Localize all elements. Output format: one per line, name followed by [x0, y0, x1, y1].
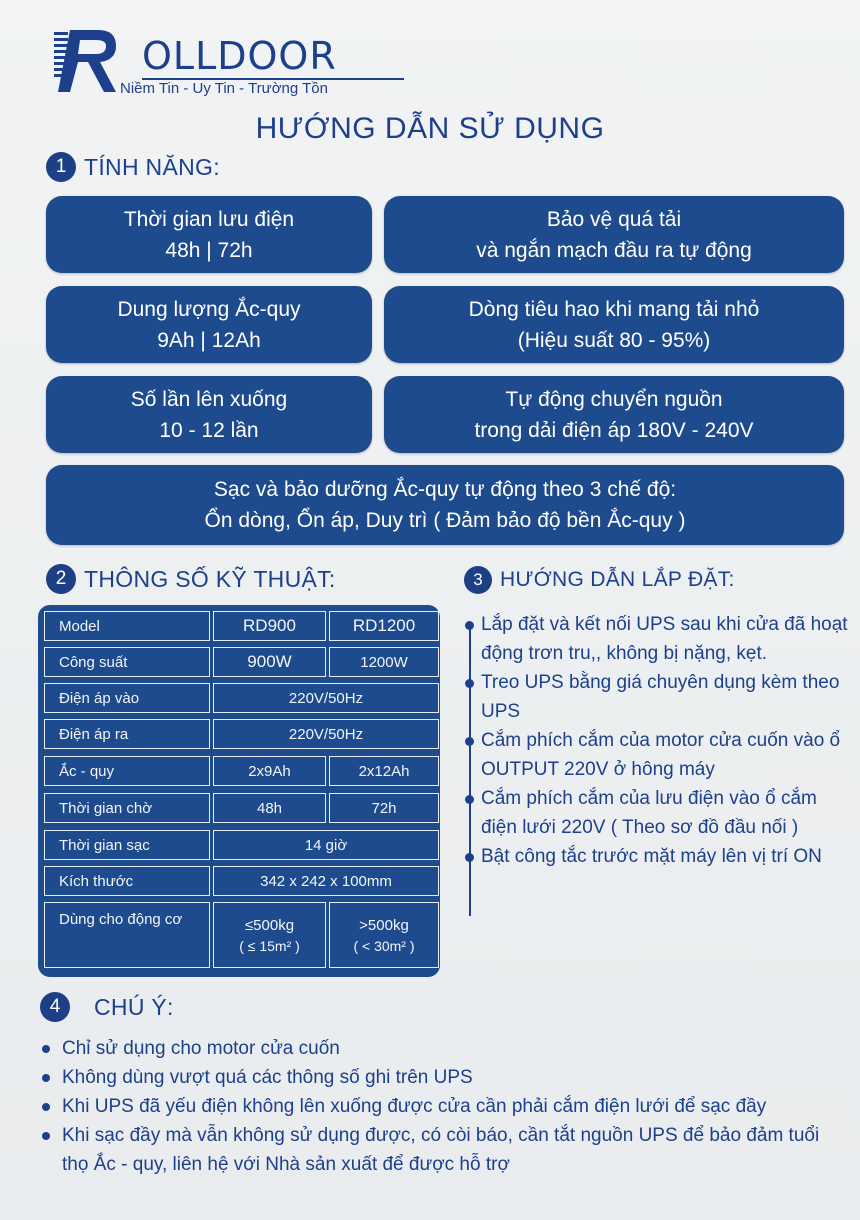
rolldoor-r-logo-icon	[50, 26, 120, 96]
spec-label: Công suất	[44, 647, 210, 677]
list-item-text: Cắm phích cắm của lưu điện vào ổ cắm điện lưới 220V ( Theo sơ đồ đầu nối )	[481, 788, 817, 838]
list-item-text: Lắp đặt và kết nối UPS sau khi cửa đã hoạt động trơn tru,, không bị nặng, kẹt.	[481, 614, 848, 664]
list-item-text: Bật công tắc trước mặt máy lên vị trí ON	[481, 846, 822, 867]
list-item	[463, 668, 848, 726]
brand-logo	[50, 26, 350, 101]
list-item	[40, 1121, 840, 1179]
section-number: 1	[46, 152, 76, 182]
bullet-icon	[42, 1132, 50, 1140]
spec-value: 900W	[213, 647, 326, 677]
spec-value-line: ( < 30m² )	[353, 937, 415, 954]
brand-slogan: Niềm Tin - Uy Tin - Trường Tồn	[120, 80, 328, 97]
feature-box	[384, 286, 844, 363]
list-item	[40, 1092, 840, 1121]
bullet-icon	[465, 679, 474, 688]
bullet-icon	[465, 621, 474, 630]
table-row	[44, 866, 439, 896]
feature-line: 48h | 72h	[165, 238, 253, 262]
spec-value: 14 giờ	[213, 830, 439, 860]
feature-box	[46, 376, 372, 453]
section-title: CHÚ Ý:	[94, 993, 174, 1020]
brand-name: OLLDOOR	[142, 34, 337, 78]
list-item-text: Không dùng vượt quá các thông số ghi trên UPS	[62, 1067, 473, 1088]
feature-box	[384, 376, 844, 453]
feature-line: Dòng tiêu hao khi mang tải nhỏ	[468, 297, 760, 321]
table-row	[44, 611, 439, 641]
spec-label: Ắc - quy	[44, 756, 210, 786]
feature-line: Sạc và bảo dưỡng Ắc-quy tự động theo 3 chế độ:	[213, 478, 677, 501]
feature-line: Số lần lên xuống	[130, 387, 288, 411]
spec-value	[213, 902, 326, 968]
bullet-icon	[42, 1045, 50, 1053]
spec-label: Điện áp ra	[44, 719, 210, 749]
feature-line: Dung lượng Ắc-quy	[117, 297, 301, 321]
spec-value: 342 x 242 x 100mm	[213, 866, 439, 896]
spec-value: 220V/50Hz	[213, 719, 439, 749]
bullet-icon	[465, 853, 474, 862]
notes-heading	[40, 992, 174, 1022]
list-item	[463, 784, 848, 842]
list-item	[40, 1063, 840, 1092]
table-row	[44, 683, 439, 713]
spec-value-line: >500kg	[359, 916, 409, 934]
spec-value: 72h	[329, 793, 439, 823]
spec-value: 48h	[213, 793, 326, 823]
bullet-icon	[42, 1074, 50, 1082]
table-row	[44, 647, 439, 677]
page-title: HƯỚNG DẪN SỬ DỤNG	[255, 112, 605, 145]
table-row	[44, 830, 439, 860]
list-item	[463, 726, 848, 784]
list-item	[40, 1034, 840, 1063]
list-item-text: Chỉ sử dụng cho motor cửa cuốn	[62, 1038, 340, 1059]
feature-line: 10 - 12 lần	[159, 418, 259, 442]
list-item-text: Khi sạc đầy mà vẫn không sử dụng được, có còi báo, cần tắt nguồn UPS để bảo đảm tuổi thọ Ắc - quy, liên hệ với Nhà sản xuất để được hỗ trợ	[62, 1125, 820, 1175]
spec-label: Model	[44, 611, 210, 641]
spec-value: 220V/50Hz	[213, 683, 439, 713]
spec-value: RD900	[213, 611, 326, 641]
spec-value	[329, 902, 439, 968]
section-number: 4	[40, 992, 70, 1022]
feature-line: Ổn dòng, Ổn áp, Duy trì ( Đảm bảo độ bền Ắc-quy )	[204, 509, 686, 532]
features-heading	[46, 152, 220, 182]
list-item	[463, 610, 848, 668]
feature-line: và ngắn mạch đầu ra tự động	[476, 238, 752, 262]
table-row	[44, 756, 439, 786]
feature-box-wide	[46, 465, 844, 545]
feature-box	[384, 196, 844, 273]
list-item-text: Treo UPS bằng giá chuyên dụng kèm theo UPS	[481, 672, 840, 722]
spec-value: RD1200	[329, 611, 439, 641]
spec-value: 1200W	[329, 647, 439, 677]
spec-label: Dùng cho động cơ	[44, 902, 210, 968]
spec-label: Điện áp vào	[44, 683, 210, 713]
install-heading	[464, 566, 735, 594]
bullet-icon	[465, 737, 474, 746]
spec-label: Kích thước	[44, 866, 210, 896]
install-list	[463, 610, 848, 871]
spec-value-line: ≤500kg	[244, 916, 295, 934]
list-item-text: Khi UPS đã yếu điện không lên xuống được cửa cần phải cắm điện lưới để sạc đầy	[62, 1096, 767, 1117]
bullet-icon	[42, 1103, 50, 1111]
table-row	[44, 793, 439, 823]
section-number: 3	[464, 566, 492, 594]
feature-line: Thời gian lưu điện	[123, 207, 295, 231]
feature-line: Tự động chuyển nguồn	[505, 387, 723, 411]
list-item	[463, 842, 848, 871]
list-item-text: Cắm phích cắm của motor cửa cuốn vào ổ OUTPUT 220V ở hông máy	[481, 730, 841, 780]
section-title: TÍNH NĂNG:	[84, 153, 220, 180]
specs-heading	[46, 564, 336, 594]
feature-box	[46, 286, 372, 363]
feature-line: 9Ah | 12Ah	[157, 328, 261, 352]
notes-list	[40, 1034, 840, 1179]
feature-box	[46, 196, 372, 273]
section-title: THÔNG SỐ KỸ THUẬT:	[84, 565, 336, 592]
table-row	[44, 719, 439, 749]
feature-line: trong dải điện áp 180V - 240V	[474, 418, 754, 442]
spec-value: 2x12Ah	[329, 756, 439, 786]
spec-value: 2x9Ah	[213, 756, 326, 786]
section-number: 2	[46, 564, 76, 594]
feature-line: (Hiệu suất 80 - 95%)	[517, 328, 711, 352]
spec-label: Thời gian sạc	[44, 830, 210, 860]
spec-value-line: ( ≤ 15m² )	[239, 937, 300, 954]
spec-label: Thời gian chờ	[44, 793, 210, 823]
spec-table	[38, 605, 440, 977]
bullet-icon	[465, 795, 474, 804]
table-row	[44, 902, 439, 968]
feature-line: Bảo vệ quá tải	[546, 207, 682, 231]
section-title: HƯỚNG DẪN LẮP ĐẶT:	[500, 568, 735, 591]
